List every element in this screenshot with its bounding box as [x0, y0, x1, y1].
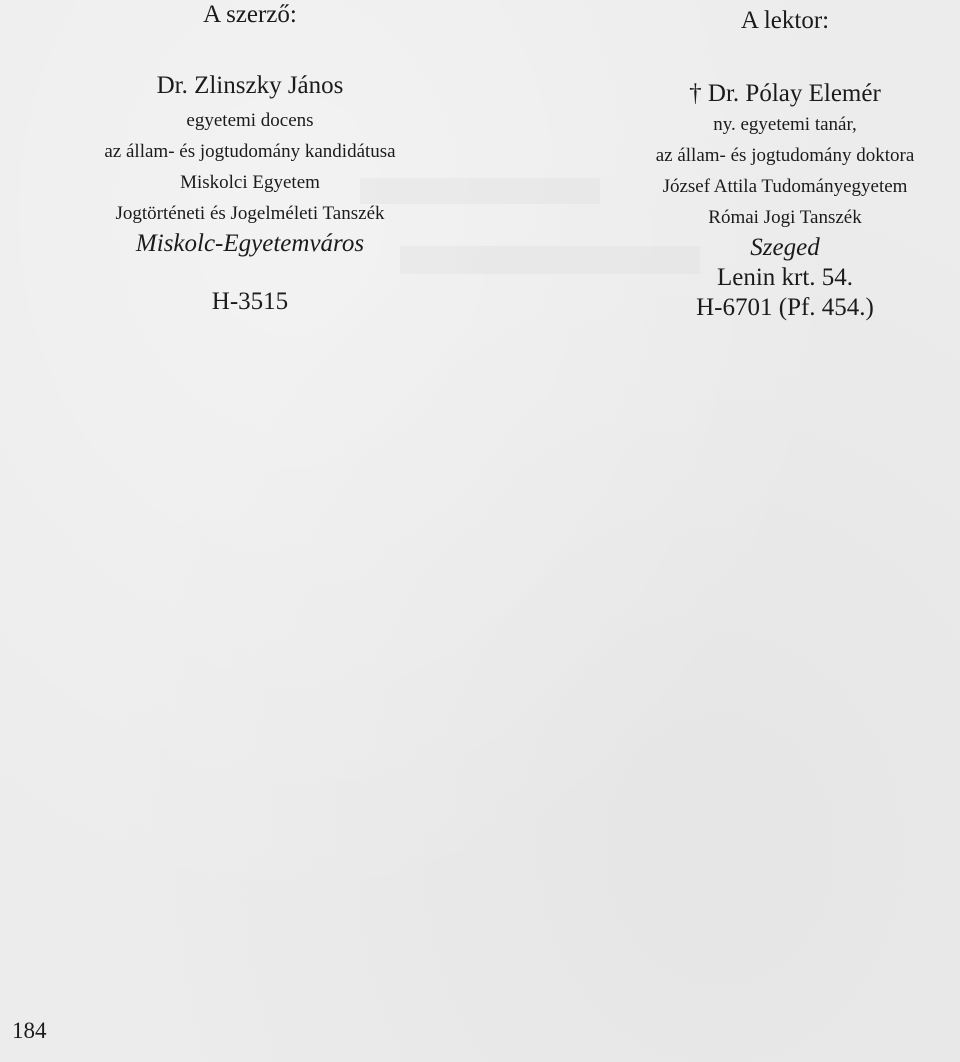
author-heading: A szerző: — [203, 1, 297, 28]
reviewer-university: József Attila Tudományegyetem — [662, 176, 908, 197]
author-name: Dr. Zlinszky János — [156, 72, 344, 99]
author-title: egyetemi docens — [186, 110, 314, 131]
reviewer-department: Római Jogi Tanszék — [708, 207, 862, 228]
author-block — [40, 0, 460, 317]
reviewer-title: ny. egyetemi tanár, — [713, 114, 857, 135]
reviewer-block — [612, 0, 958, 323]
reviewer-street: Lenin krt. 54. — [716, 264, 854, 291]
reviewer-name: † Dr. Pólay Elemér — [689, 80, 881, 107]
reviewer-city: Szeged — [750, 234, 820, 261]
reviewer-postcode: H-6701 (Pf. 454.) — [696, 294, 874, 321]
page-number: 184 — [12, 1018, 47, 1043]
author-department: Jogtörténeti és Jogelméleti Tanszék — [115, 203, 385, 224]
author-degree: az állam- és jogtudomány kandidátusa — [104, 141, 396, 162]
author-university: Miskolci Egyetem — [180, 172, 320, 193]
author-city: Miskolc-Egyetemváros — [135, 230, 365, 257]
author-postcode: H-3515 — [211, 288, 289, 315]
reviewer-heading: A lektor: — [740, 7, 830, 34]
reviewer-degree: az állam- és jogtudomány doktora — [655, 145, 915, 166]
